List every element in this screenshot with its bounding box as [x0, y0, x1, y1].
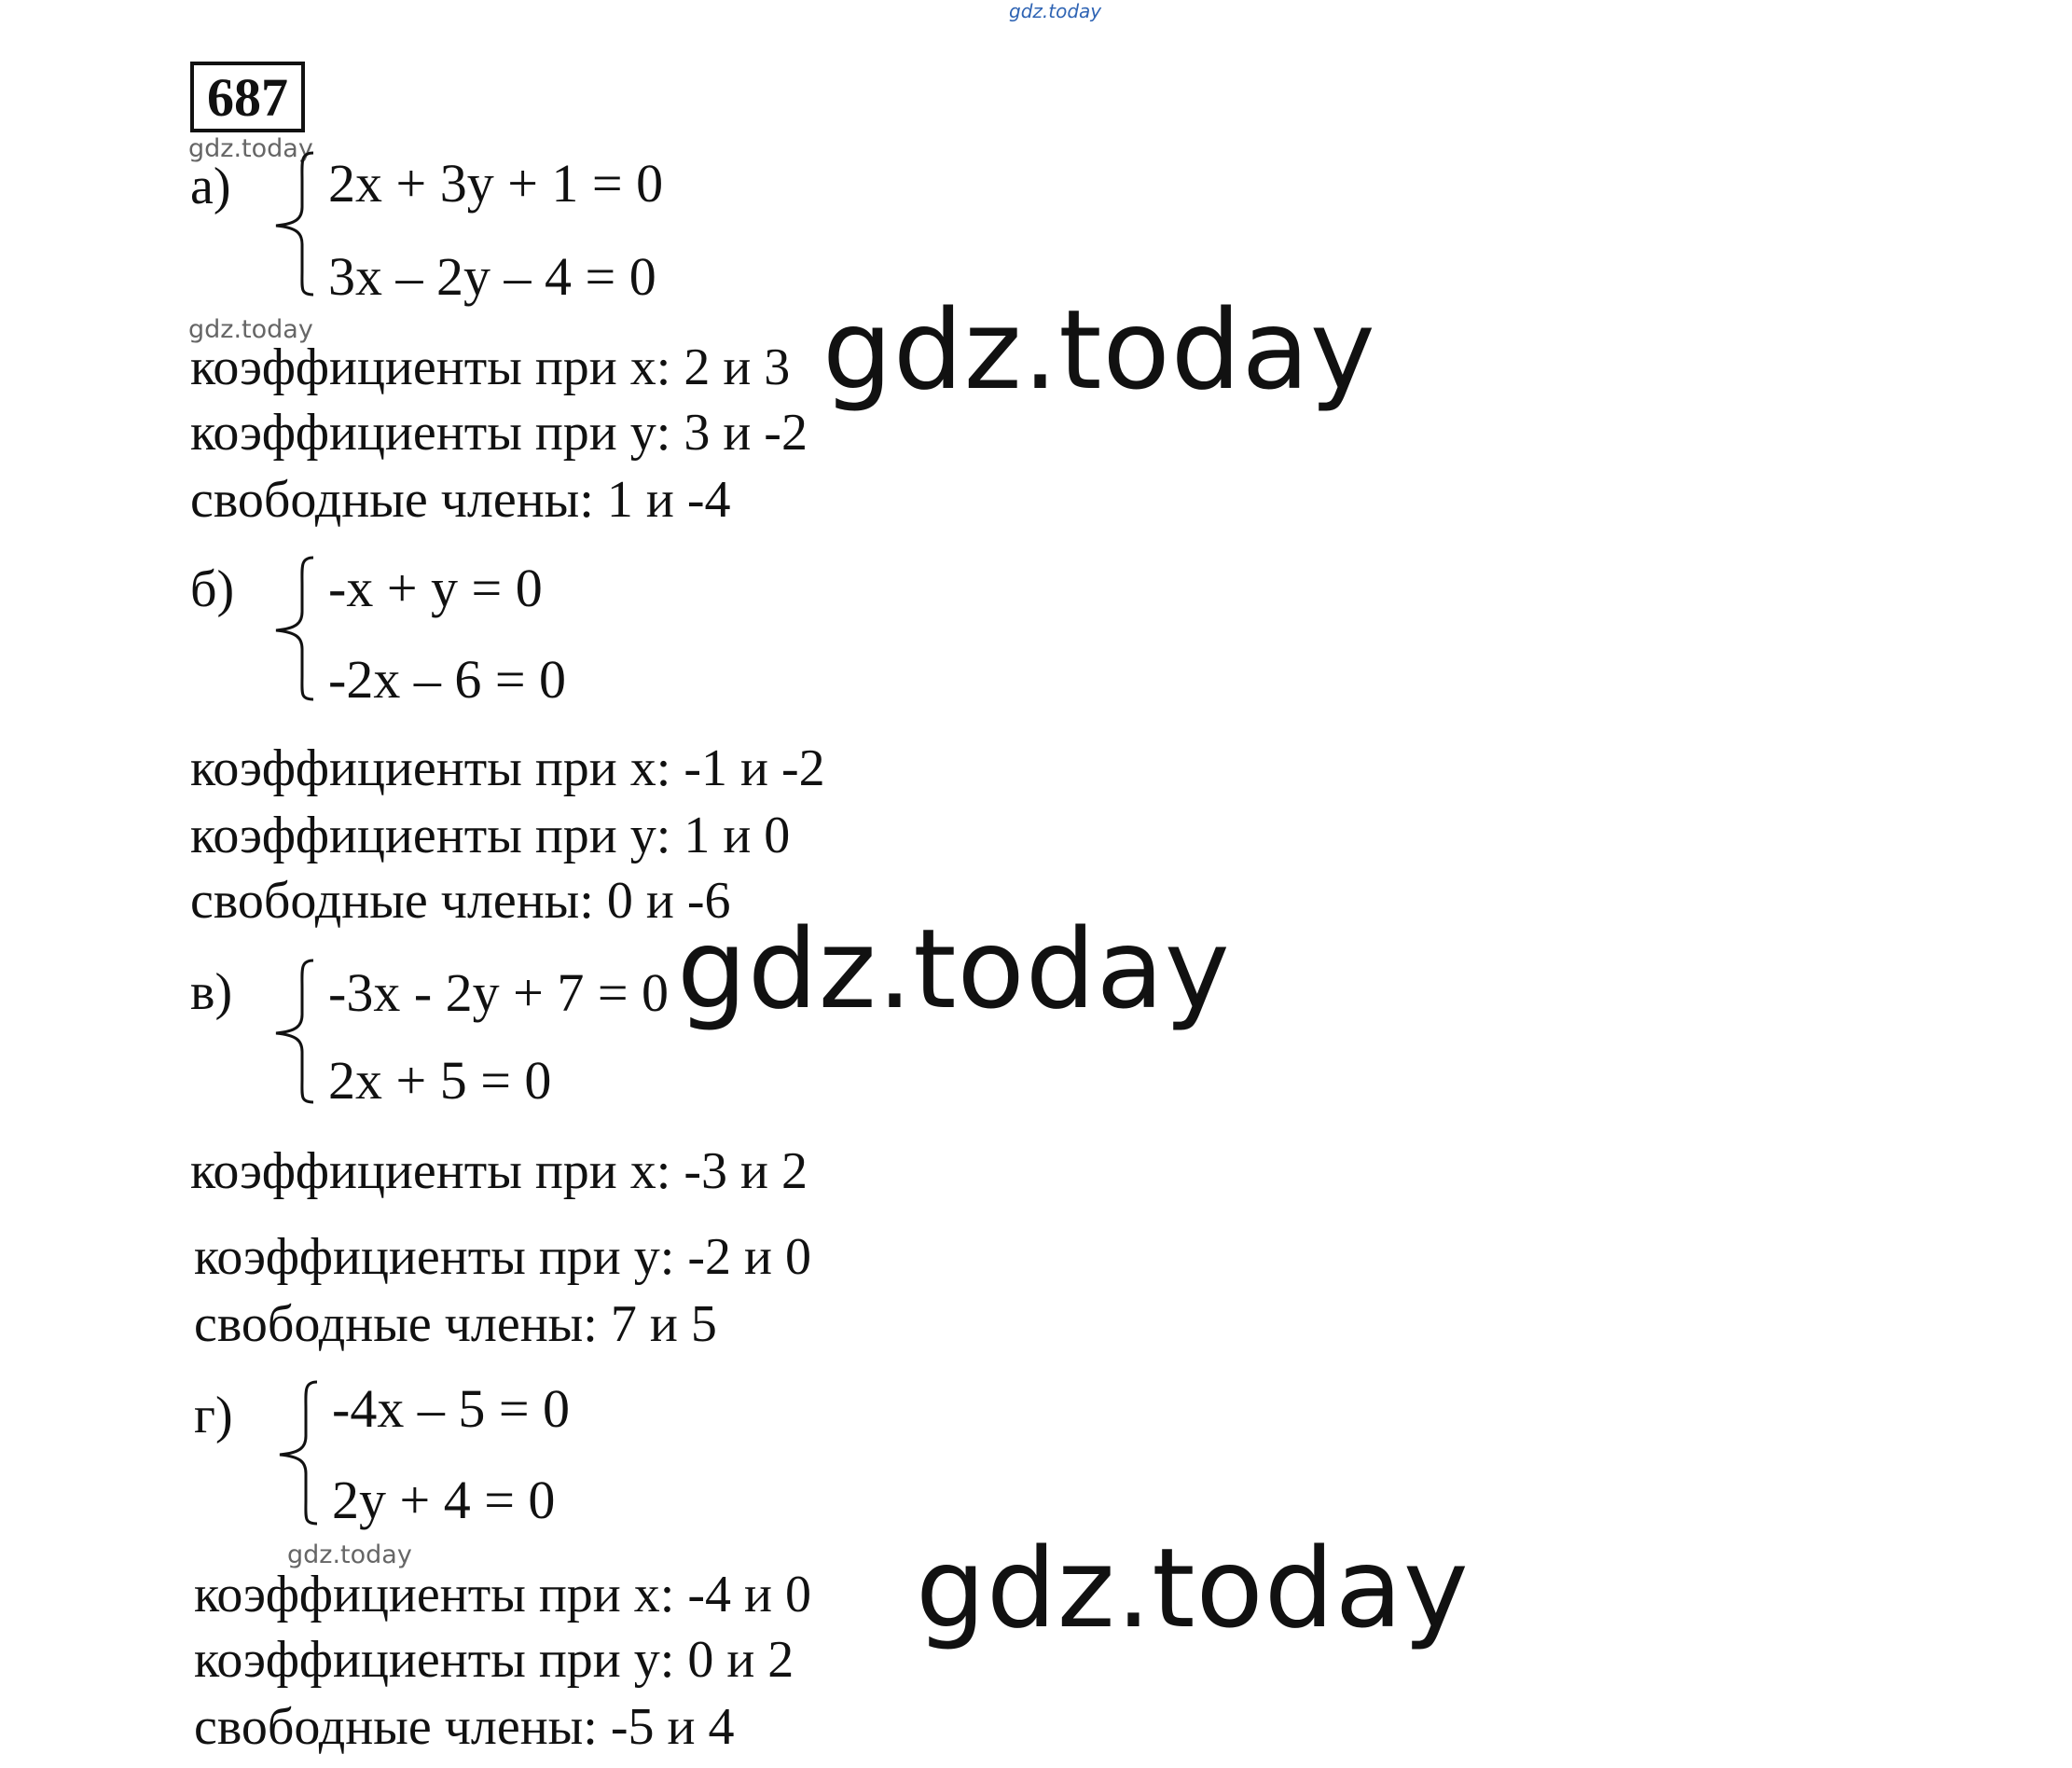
equation: -3x - 2y + 7 = 0 [328, 962, 670, 1023]
system-brace [276, 1378, 332, 1527]
coef-x-line: коэффициенты при x: -4 и 0 [194, 1566, 811, 1623]
equation: 2x + 5 = 0 [328, 1050, 552, 1111]
free-terms-line: свободные члены: -5 и 4 [194, 1698, 735, 1756]
equation: 2x + 3y + 1 = 0 [328, 153, 664, 214]
watermark-small: gdz.today [188, 134, 313, 163]
free-terms-line: свободные члены: 1 и -4 [190, 471, 731, 529]
system-brace [272, 957, 328, 1106]
equation: -2x – 6 = 0 [328, 649, 567, 710]
coef-y-line: коэффициенты при y: 0 и 2 [194, 1631, 794, 1689]
equation: 2y + 4 = 0 [332, 1470, 556, 1530]
part-label: б) [190, 560, 235, 618]
system-brace [272, 149, 328, 298]
coef-y-line: коэффициенты при y: 1 и 0 [190, 807, 791, 864]
free-terms-line: свободные члены: 0 и -6 [190, 872, 731, 930]
part-label: в) [190, 963, 233, 1021]
problem-number: 687 [190, 62, 305, 132]
part-label: а) [190, 158, 231, 215]
coef-x-line: коэффициенты при x: -3 и 2 [190, 1142, 808, 1200]
part-label: г) [194, 1387, 233, 1444]
watermark-top: gdz.today [1009, 0, 1102, 22]
system-brace [272, 554, 328, 703]
coef-y-line: коэффициенты при y: -2 и 0 [194, 1228, 811, 1286]
watermark-small: gdz.today [287, 1540, 412, 1569]
equation: -4x – 5 = 0 [332, 1378, 571, 1439]
coef-y-line: коэффициенты при y: 3 и -2 [190, 404, 808, 462]
coef-x-line: коэффициенты при x: 2 и 3 [190, 338, 791, 396]
watermark-large: gdz.today [916, 1524, 1470, 1652]
equation: -x + y = 0 [328, 558, 543, 618]
equation: 3x – 2y – 4 = 0 [328, 246, 656, 307]
free-terms-line: свободные члены: 7 и 5 [194, 1295, 717, 1353]
watermark-large: gdz.today [822, 285, 1376, 414]
coef-x-line: коэффициенты при x: -1 и -2 [190, 739, 825, 797]
watermark-large: gdz.today [677, 905, 1231, 1033]
watermark-small: gdz.today [188, 315, 313, 344]
